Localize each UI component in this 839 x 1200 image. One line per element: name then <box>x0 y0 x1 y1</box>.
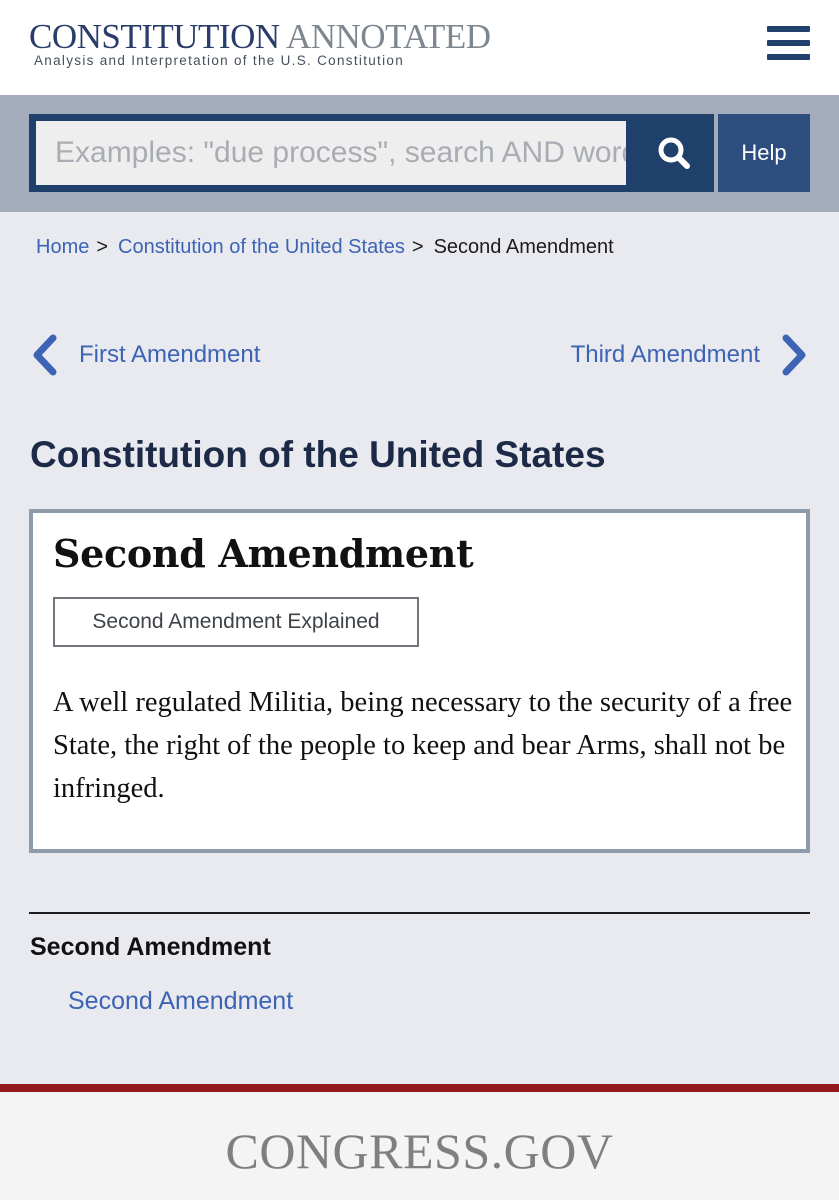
logo-title-part2: ANNOTATED <box>285 17 491 56</box>
logo-subtitle: Analysis and Interpretation of the U.S. Constitution <box>34 53 405 68</box>
site-header <box>0 0 839 95</box>
breadcrumb <box>36 234 614 260</box>
chevron-right-icon <box>780 334 808 376</box>
next-amendment-label: Third Amendment <box>570 341 760 368</box>
amendment-card <box>29 509 810 853</box>
previous-amendment-link[interactable] <box>31 334 260 376</box>
magnifier-icon <box>657 136 691 170</box>
constitution-annotated-logo[interactable] <box>29 18 491 68</box>
breadcrumb-separator: > <box>96 236 109 258</box>
logo-title <box>29 18 491 56</box>
menu-bar <box>767 54 810 60</box>
amendment-text: A well regulated Militia, being necessary to the security of a free State, the right of the people to keep and bear Arms, shall not be infringed. <box>53 687 793 804</box>
congress-gov-logo[interactable]: CONGRESS.GOV <box>225 1123 614 1179</box>
search-input[interactable] <box>36 121 626 185</box>
search-button[interactable] <box>633 114 714 192</box>
section-divider <box>29 912 810 914</box>
breadcrumb-current: Second Amendment <box>433 236 614 258</box>
breadcrumb-separator: > <box>411 236 424 258</box>
logo-title-part1: CONSTITUTION <box>29 17 280 56</box>
chevron-left-icon <box>31 334 59 376</box>
amendment-title: Second Amendment <box>53 531 474 576</box>
help-button[interactable]: Help <box>718 114 810 192</box>
page-title: Constitution of the United States <box>30 434 606 475</box>
toc-heading: Second Amendment <box>30 933 271 961</box>
next-amendment-link[interactable] <box>571 334 808 376</box>
breadcrumb-home[interactable]: Home <box>36 236 90 258</box>
hamburger-menu-icon[interactable] <box>767 24 810 62</box>
menu-bar <box>767 26 810 32</box>
toc-link-second-amendment[interactable]: Second Amendment <box>68 987 294 1015</box>
footer-rule <box>0 1084 839 1092</box>
previous-amendment-label: First Amendment <box>79 341 261 368</box>
amendment-explained-button[interactable]: Second Amendment Explained <box>53 597 419 647</box>
breadcrumb-constitution[interactable]: Constitution of the United States <box>118 236 405 258</box>
menu-bar <box>767 40 810 46</box>
